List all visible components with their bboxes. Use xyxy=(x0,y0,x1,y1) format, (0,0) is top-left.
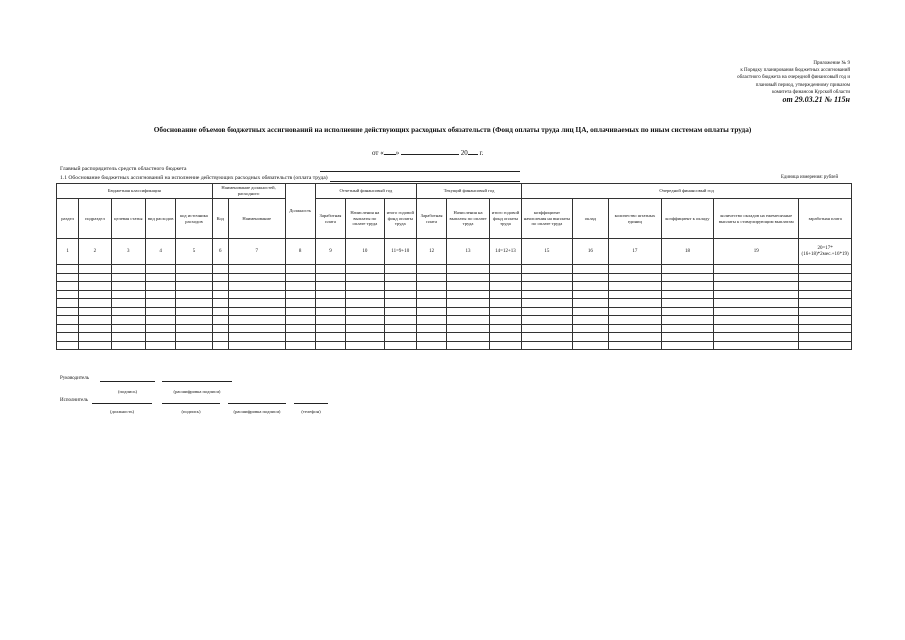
table-cell[interactable] xyxy=(522,265,573,274)
table-cell[interactable] xyxy=(799,265,852,274)
table-cell[interactable] xyxy=(315,282,345,291)
table-row xyxy=(57,265,852,274)
table-cell[interactable] xyxy=(57,341,79,350)
table-cell[interactable] xyxy=(572,333,608,342)
header-podrazdel: подраздел xyxy=(79,199,111,239)
column-number: 4 xyxy=(145,239,175,265)
column-number: 18 xyxy=(661,239,714,265)
table-cell[interactable] xyxy=(212,341,228,350)
table-cell[interactable] xyxy=(572,341,608,350)
table-cell[interactable] xyxy=(145,324,175,333)
table-cell[interactable] xyxy=(79,324,111,333)
table-cell[interactable] xyxy=(572,316,608,325)
table-cell[interactable] xyxy=(228,282,285,291)
table-cell[interactable] xyxy=(315,290,345,299)
column-number: 14=12+13 xyxy=(489,239,521,265)
table-row xyxy=(57,282,852,291)
column-number-row xyxy=(57,239,852,265)
table-cell[interactable] xyxy=(799,324,852,333)
column-number: 9 xyxy=(315,239,345,265)
column-number: 11=9+10 xyxy=(384,239,416,265)
table-cell[interactable] xyxy=(285,273,315,282)
table-cell[interactable] xyxy=(522,290,573,299)
table-cell[interactable] xyxy=(714,282,799,291)
header-name: Наименование xyxy=(228,199,285,239)
column-number: 3 xyxy=(111,239,145,265)
table-cell[interactable] xyxy=(714,341,799,350)
head-signature-blank[interactable] xyxy=(100,381,155,382)
table-cell[interactable] xyxy=(609,273,662,282)
head-decoding-blank[interactable] xyxy=(162,381,232,382)
table-cell[interactable] xyxy=(228,265,285,274)
table-cell[interactable] xyxy=(799,307,852,316)
table-cell[interactable] xyxy=(661,273,714,282)
table-cell[interactable] xyxy=(522,273,573,282)
table-cell[interactable] xyxy=(285,265,315,274)
appendix-block xyxy=(700,60,850,103)
table-cell[interactable] xyxy=(416,341,446,350)
table-cell[interactable] xyxy=(285,307,315,316)
date-month-blank[interactable] xyxy=(401,148,459,155)
table-cell[interactable] xyxy=(315,333,345,342)
table-cell[interactable] xyxy=(285,333,315,342)
executor-signature-blank[interactable] xyxy=(162,403,220,404)
table-cell[interactable] xyxy=(522,307,573,316)
table-cell[interactable] xyxy=(447,333,489,342)
table-cell[interactable] xyxy=(609,290,662,299)
table-cell[interactable] xyxy=(145,265,175,274)
table-cell[interactable] xyxy=(661,333,714,342)
table-cell[interactable] xyxy=(228,307,285,316)
table-cell[interactable] xyxy=(384,333,416,342)
table-cell[interactable] xyxy=(111,290,145,299)
table-cell[interactable] xyxy=(111,316,145,325)
table-cell[interactable] xyxy=(57,316,79,325)
header-expense-type: вид расходов xyxy=(145,199,175,239)
table-cell[interactable] xyxy=(661,282,714,291)
order-reference: от 29.03.21 № 115н xyxy=(782,95,850,105)
table-cell[interactable] xyxy=(522,341,573,350)
table-cell[interactable] xyxy=(315,316,345,325)
table-cell[interactable] xyxy=(489,333,521,342)
table-cell[interactable] xyxy=(285,282,315,291)
table-cell[interactable] xyxy=(799,273,852,282)
table-cell[interactable] xyxy=(661,265,714,274)
table-cell[interactable] xyxy=(79,299,111,308)
table-cell[interactable] xyxy=(384,265,416,274)
table-cell[interactable] xyxy=(79,282,111,291)
table-cell[interactable] xyxy=(79,273,111,282)
table-cell[interactable] xyxy=(176,333,212,342)
table-cell[interactable] xyxy=(346,316,384,325)
column-number: 17 xyxy=(609,239,662,265)
table-cell[interactable] xyxy=(212,333,228,342)
header-next-oklad-count: количество окладов на ежемесячные выплаты к стимулирующим выплатам xyxy=(714,199,799,239)
table-cell[interactable] xyxy=(57,307,79,316)
table-cell[interactable] xyxy=(447,324,489,333)
table-cell[interactable] xyxy=(799,282,852,291)
header-current-salary: Заработная плата xyxy=(416,199,446,239)
table-cell[interactable] xyxy=(572,265,608,274)
table-cell[interactable] xyxy=(79,341,111,350)
table-cell[interactable] xyxy=(346,282,384,291)
table-cell[interactable] xyxy=(489,290,521,299)
table-cell[interactable] xyxy=(212,265,228,274)
header-reporting-accruals: Начисления на выплаты по оплате труда xyxy=(346,199,384,239)
table-cell[interactable] xyxy=(145,333,175,342)
table-cell[interactable] xyxy=(609,324,662,333)
head-decoding-caption: (расшифровка подписи) xyxy=(173,389,221,394)
header-razdel: раздел xyxy=(57,199,79,239)
table-cell[interactable] xyxy=(714,316,799,325)
table-cell[interactable] xyxy=(315,324,345,333)
table-cell[interactable] xyxy=(522,282,573,291)
table-cell[interactable] xyxy=(447,299,489,308)
table-row xyxy=(57,299,852,308)
table-cell[interactable] xyxy=(416,324,446,333)
table-cell[interactable] xyxy=(384,324,416,333)
head-label: Руководитель xyxy=(60,376,90,381)
table-cell[interactable] xyxy=(609,299,662,308)
date-mid: » xyxy=(395,149,400,157)
table-cell[interactable] xyxy=(145,282,175,291)
table-cell[interactable] xyxy=(384,282,416,291)
table-row xyxy=(57,316,852,325)
table-cell[interactable] xyxy=(416,265,446,274)
table-row xyxy=(57,324,852,333)
table-cell[interactable] xyxy=(661,290,714,299)
executor-phone-caption: (телефон) xyxy=(301,409,321,414)
table-cell[interactable] xyxy=(572,299,608,308)
table-cell[interactable] xyxy=(145,273,175,282)
table-cell[interactable] xyxy=(212,316,228,325)
date-year-blank[interactable] xyxy=(468,148,478,155)
header-reporting-salary: Заработная плата xyxy=(315,199,345,239)
table-cell[interactable] xyxy=(111,341,145,350)
table-cell[interactable] xyxy=(315,265,345,274)
manager-label: Главный распорядитель средств областного бюджета xyxy=(60,166,187,172)
table-cell[interactable] xyxy=(609,265,662,274)
table-cell[interactable] xyxy=(572,282,608,291)
header-next-oklad-coefficient: коэффициент к окладу xyxy=(661,199,714,239)
table-cell[interactable] xyxy=(212,273,228,282)
table-cell[interactable] xyxy=(447,273,489,282)
table-cell[interactable] xyxy=(416,316,446,325)
column-number: 16 xyxy=(572,239,608,265)
table-cell[interactable] xyxy=(384,307,416,316)
table-cell[interactable] xyxy=(346,290,384,299)
header-post: Должность xyxy=(285,184,315,239)
table-cell[interactable] xyxy=(447,265,489,274)
table-cell[interactable] xyxy=(145,341,175,350)
header-reporting-year: Отчетный финансовый год xyxy=(315,184,416,199)
table-cell[interactable] xyxy=(79,307,111,316)
table-cell[interactable] xyxy=(228,299,285,308)
table-cell[interactable] xyxy=(799,341,852,350)
table-cell[interactable] xyxy=(384,316,416,325)
table-cell[interactable] xyxy=(79,265,111,274)
manager-blank[interactable] xyxy=(320,171,520,172)
table-cell[interactable] xyxy=(447,341,489,350)
table-cell[interactable] xyxy=(212,282,228,291)
column-number: 19 xyxy=(714,239,799,265)
table-cell[interactable] xyxy=(572,307,608,316)
column-number: 12 xyxy=(416,239,446,265)
table-cell[interactable] xyxy=(176,324,212,333)
header-code: Код xyxy=(212,199,228,239)
table-cell[interactable] xyxy=(489,265,521,274)
table-cell[interactable] xyxy=(447,307,489,316)
table-cell[interactable] xyxy=(57,265,79,274)
table-cell[interactable] xyxy=(799,299,852,308)
section-blank[interactable] xyxy=(330,181,520,182)
date-suffix: г. xyxy=(479,149,484,157)
table-cell[interactable] xyxy=(176,265,212,274)
date-prefix: от « xyxy=(372,149,384,157)
table-cell[interactable] xyxy=(315,273,345,282)
date-line xyxy=(372,148,483,157)
header-next-year: Очередной финансовый год xyxy=(522,184,852,199)
table-cell[interactable] xyxy=(522,333,573,342)
table-cell[interactable] xyxy=(714,307,799,316)
table-cell[interactable] xyxy=(714,290,799,299)
table-cell[interactable] xyxy=(489,299,521,308)
column-number: 20=17*(16+18)*2мес.+16*19) xyxy=(799,239,852,265)
table-cell[interactable] xyxy=(384,290,416,299)
table-cell[interactable] xyxy=(145,307,175,316)
table-row xyxy=(57,341,852,350)
unit-label: Единица измерения: рублей xyxy=(781,175,839,180)
appendix-line: к Порядку планирования бюджетных ассигнований xyxy=(740,68,850,74)
table-cell[interactable] xyxy=(57,324,79,333)
table-cell[interactable] xyxy=(285,290,315,299)
table-cell[interactable] xyxy=(315,299,345,308)
table-cell[interactable] xyxy=(57,299,79,308)
table-cell[interactable] xyxy=(489,282,521,291)
table-row xyxy=(57,333,852,342)
header-current-total: итого годовой фонд оплаты труда xyxy=(489,199,521,239)
header-budget-classification: Бюджетная классификация xyxy=(57,184,213,199)
table-cell[interactable] xyxy=(57,282,79,291)
table-cell[interactable] xyxy=(384,299,416,308)
table-cell[interactable] xyxy=(285,341,315,350)
table-cell[interactable] xyxy=(346,324,384,333)
table-cell[interactable] xyxy=(799,316,852,325)
header-next-staff-count: количество штатных единиц xyxy=(609,199,662,239)
table-cell[interactable] xyxy=(176,341,212,350)
table-cell[interactable] xyxy=(384,341,416,350)
table-cell[interactable] xyxy=(111,273,145,282)
document-title: Обоснование объемов бюджетных ассигнований на исполнение действующих расходных обязательств (Фонд оплаты труда лиц ЦА, оплачиваемых по иным системам оплаты труда) xyxy=(153,125,752,134)
executor-decoding-blank[interactable] xyxy=(228,403,286,404)
budget-table xyxy=(56,183,852,350)
table-cell[interactable] xyxy=(176,316,212,325)
table-cell[interactable] xyxy=(572,324,608,333)
table-cell[interactable] xyxy=(79,333,111,342)
table-cell[interactable] xyxy=(346,265,384,274)
appendix-line: Приложение № 9 xyxy=(813,61,850,66)
table-cell[interactable] xyxy=(572,273,608,282)
table-cell[interactable] xyxy=(661,316,714,325)
table-cell[interactable] xyxy=(714,273,799,282)
appendix-line: плановый период, утвержденному приказом xyxy=(755,82,850,88)
table-cell[interactable] xyxy=(714,324,799,333)
table-cell[interactable] xyxy=(285,299,315,308)
table-cell[interactable] xyxy=(315,341,345,350)
table-cell[interactable] xyxy=(416,333,446,342)
header-reporting-total: итого годовой фонд оплаты труда xyxy=(384,199,416,239)
table-cell[interactable] xyxy=(79,316,111,325)
table-cell[interactable] xyxy=(228,290,285,299)
table-row xyxy=(57,273,852,282)
table-cell[interactable] xyxy=(212,290,228,299)
column-number: 5 xyxy=(176,239,212,265)
table-cell[interactable] xyxy=(609,316,662,325)
table-cell[interactable] xyxy=(145,290,175,299)
head-signature-caption: (подпись) xyxy=(117,389,138,394)
table-cell[interactable] xyxy=(346,333,384,342)
table-cell[interactable] xyxy=(228,324,285,333)
table-cell[interactable] xyxy=(416,307,446,316)
date-day-blank[interactable] xyxy=(384,148,396,155)
header-current-accruals: Начисления на выплаты по оплате труда xyxy=(447,199,489,239)
table-cell[interactable] xyxy=(228,333,285,342)
date-year: 20 xyxy=(460,149,468,157)
table-cell[interactable] xyxy=(416,290,446,299)
header-current-year: Текущий финансовый год xyxy=(416,184,521,199)
table-cell[interactable] xyxy=(57,333,79,342)
section-label: 1.1 Обоснование бюджетных ассигнований на исполнение действующих расходных обязательств (оплата труда) xyxy=(60,175,328,181)
table-cell[interactable] xyxy=(346,341,384,350)
executor-label: Исполнитель xyxy=(60,398,88,403)
header-source-code: код источника расходов xyxy=(176,199,212,239)
table-cell[interactable] xyxy=(111,299,145,308)
table-cell[interactable] xyxy=(489,341,521,350)
table-cell[interactable] xyxy=(799,333,852,342)
table-cell[interactable] xyxy=(489,273,521,282)
table-cell[interactable] xyxy=(111,307,145,316)
table-cell[interactable] xyxy=(609,307,662,316)
header-target-article: целевая статья xyxy=(111,199,145,239)
column-number: 8 xyxy=(285,239,315,265)
table-cell[interactable] xyxy=(416,299,446,308)
executor-decoding-caption: (расшифровка подписи) xyxy=(233,409,281,414)
table-cell[interactable] xyxy=(111,265,145,274)
column-number: 7 xyxy=(228,239,285,265)
table-cell[interactable] xyxy=(661,299,714,308)
table-cell[interactable] xyxy=(111,282,145,291)
table-cell[interactable] xyxy=(572,290,608,299)
executor-signature-caption: (подпись) xyxy=(181,409,201,414)
table-cell[interactable] xyxy=(145,316,175,325)
table-cell[interactable] xyxy=(522,316,573,325)
table-cell[interactable] xyxy=(522,299,573,308)
table-cell[interactable] xyxy=(346,273,384,282)
table-cell[interactable] xyxy=(228,341,285,350)
table-cell[interactable] xyxy=(416,282,446,291)
table-cell[interactable] xyxy=(212,299,228,308)
column-number: 10 xyxy=(346,239,384,265)
table-cell[interactable] xyxy=(176,282,212,291)
table-cell[interactable] xyxy=(416,273,446,282)
table-cell[interactable] xyxy=(609,341,662,350)
column-number: 6 xyxy=(212,239,228,265)
table-cell[interactable] xyxy=(714,333,799,342)
table-cell[interactable] xyxy=(176,307,212,316)
table-cell[interactable] xyxy=(228,273,285,282)
table-cell[interactable] xyxy=(522,324,573,333)
table-cell[interactable] xyxy=(145,299,175,308)
header-next-oklad: оклад xyxy=(572,199,608,239)
table-cell[interactable] xyxy=(285,316,315,325)
executor-position-blank[interactable] xyxy=(92,403,152,404)
table-cell[interactable] xyxy=(111,324,145,333)
table-cell[interactable] xyxy=(285,324,315,333)
column-number: 2 xyxy=(79,239,111,265)
table-cell[interactable] xyxy=(447,316,489,325)
table-cell[interactable] xyxy=(661,324,714,333)
table-cell[interactable] xyxy=(111,333,145,342)
executor-position-caption: (должность) xyxy=(109,409,135,414)
table-cell[interactable] xyxy=(57,290,79,299)
executor-phone-blank[interactable] xyxy=(294,403,328,404)
table-cell[interactable] xyxy=(714,265,799,274)
table-cell[interactable] xyxy=(661,341,714,350)
table-cell[interactable] xyxy=(57,273,79,282)
table-cell[interactable] xyxy=(609,282,662,291)
table-cell[interactable] xyxy=(212,324,228,333)
table-cell[interactable] xyxy=(79,290,111,299)
column-number: 15 xyxy=(522,239,573,265)
table-cell[interactable] xyxy=(447,282,489,291)
appendix-line: областного бюджета на очередной финансовый год и xyxy=(737,75,850,81)
table-row xyxy=(57,307,852,316)
table-cell[interactable] xyxy=(489,307,521,316)
table-cell[interactable] xyxy=(212,307,228,316)
column-number: 1 xyxy=(57,239,79,265)
table-cell[interactable] xyxy=(447,290,489,299)
table-row xyxy=(57,290,852,299)
header-next-salary: заработная плата xyxy=(799,199,852,239)
table-cell[interactable] xyxy=(714,299,799,308)
column-number: 13 xyxy=(447,239,489,265)
table-cell[interactable] xyxy=(609,333,662,342)
table-cell[interactable] xyxy=(489,316,521,325)
table-cell[interactable] xyxy=(346,307,384,316)
table-cell[interactable] xyxy=(228,316,285,325)
table-cell[interactable] xyxy=(384,273,416,282)
table-cell[interactable] xyxy=(176,273,212,282)
table-cell[interactable] xyxy=(176,290,212,299)
table-cell[interactable] xyxy=(799,290,852,299)
header-next-coefficient: коэффициент начисления на выплаты по оплате труда xyxy=(522,199,573,239)
header-position-names: Наименование должностей, расходного xyxy=(212,184,285,199)
table-cell[interactable] xyxy=(346,299,384,308)
appendix-line: комитета финансов Курской области xyxy=(772,89,850,95)
table-cell[interactable] xyxy=(661,307,714,316)
table-cell[interactable] xyxy=(315,307,345,316)
table-cell[interactable] xyxy=(489,324,521,333)
table-cell[interactable] xyxy=(176,299,212,308)
